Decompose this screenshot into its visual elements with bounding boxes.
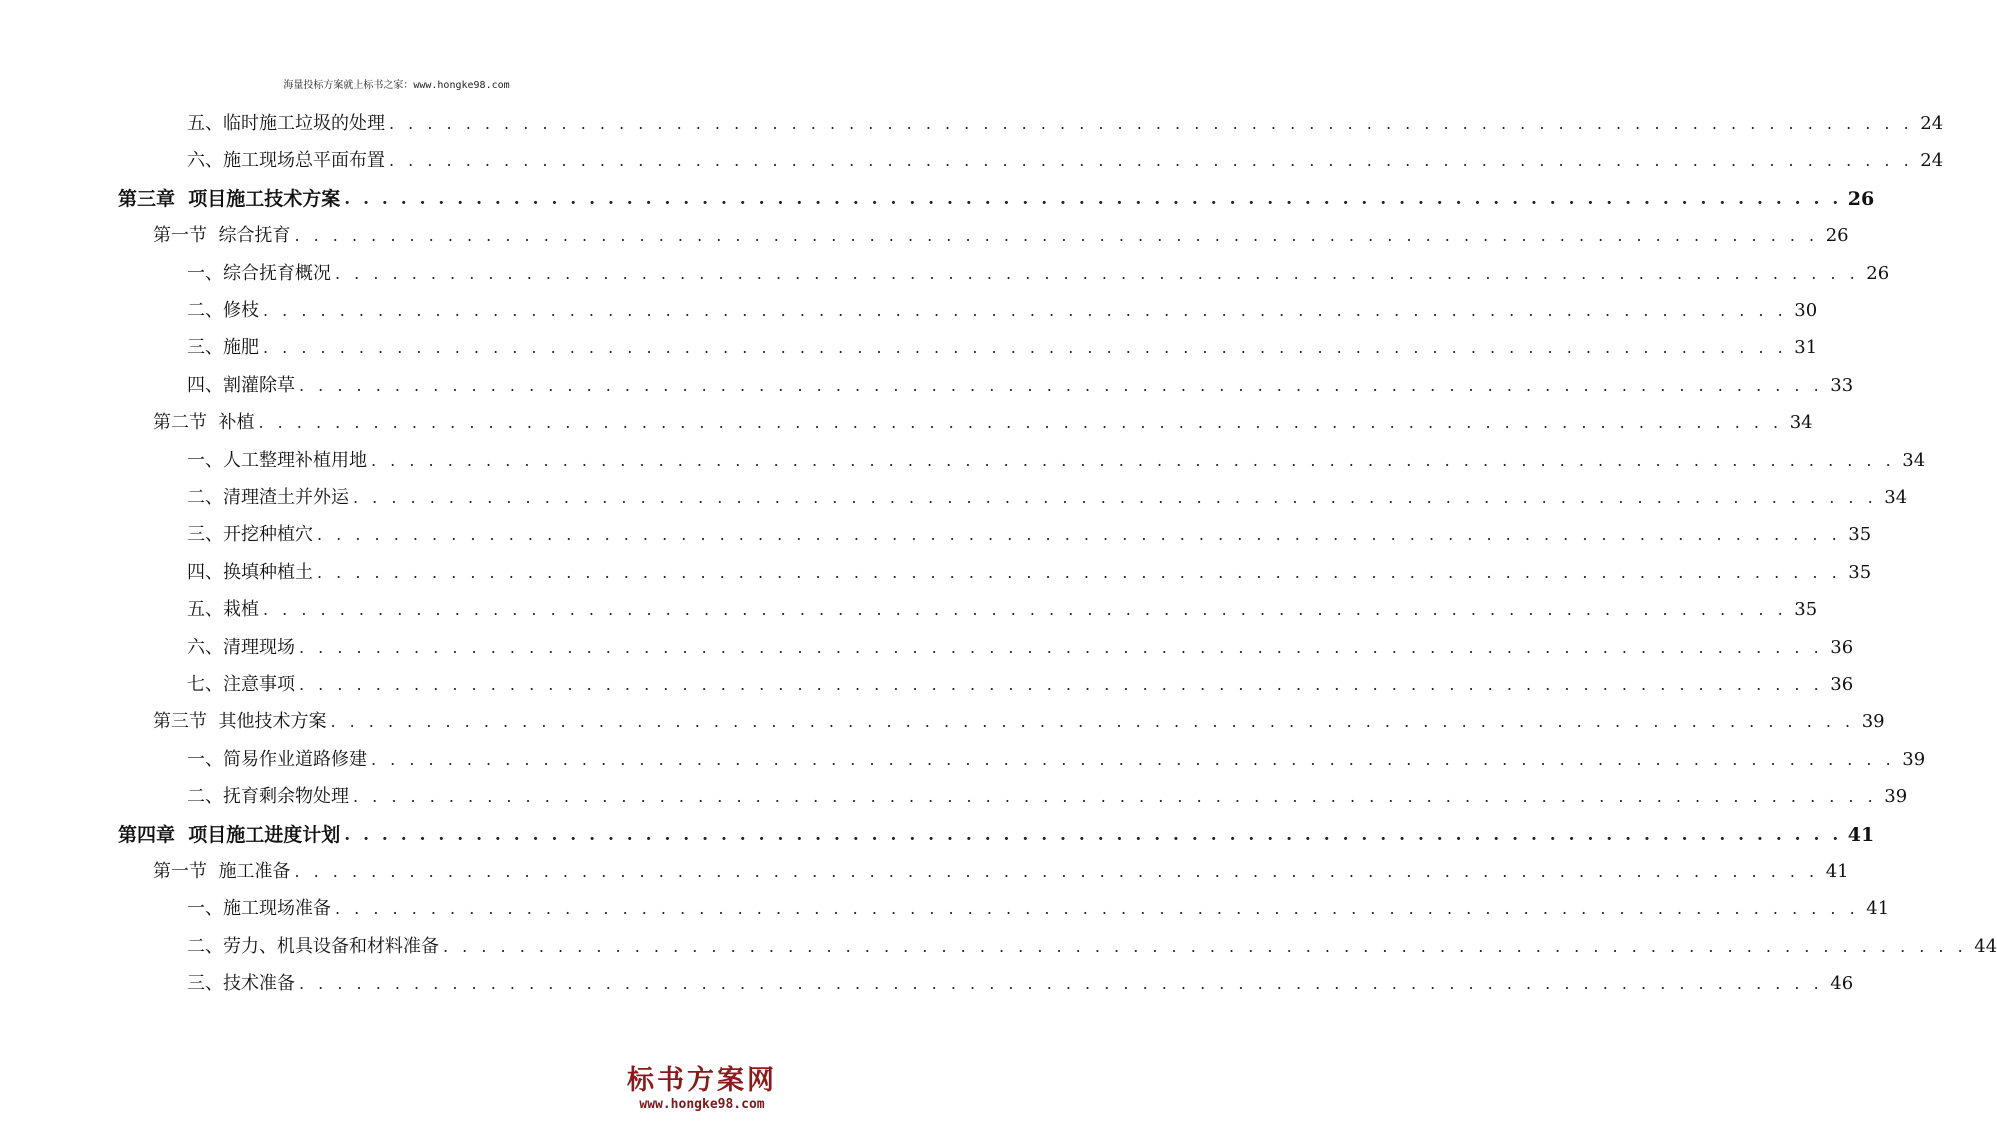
toc-entry-page: 35 [1848,524,1872,546]
toc-entry [187,889,1890,921]
toc-entry-title: 三、技术准备 [187,973,295,995]
toc-entry-title: 第一节 综合抚育 [153,225,291,247]
page-header: 海量投标方案就上标书之家：www.hongke98.com [283,80,510,91]
toc-entry [153,852,1849,884]
toc-dot-leader: . . . . . . . . . . . . . . . . . . . . . . . . . . . . . . . . . . . . . . . . . . . . . . . . . . . . . . . . . . . . . . . . . . . . . . . . . . . . . . . . [389,114,1914,133]
toc-entry [187,590,1818,622]
toc-entry-title: 二、清理渣土并外运 [187,487,349,508]
toc-dot-leader: . . . . . . . . . . . . . . . . . . . . . . . . . . . . . . . . . . . . . . . . . . . . . . . . . . . . . . . . . . . . . . . . . . . . . . . . . . . . . . . . [344,824,1842,845]
toc-dot-leader: . . . . . . . . . . . . . . . . . . . . . . . . . . . . . . . . . . . . . . . . . . . . . . . . . . . . . . . . . . . . . . . . . . . . . . . . . . . . . . . . [299,637,1824,657]
toc-dot-leader: . . . . . . . . . . . . . . . . . . . . . . . . . . . . . . . . . . . . . . . . . . . . . . . . . . . . . . . . . . . . . . . . . . . . . . . . . . . . . . . . [344,188,1842,209]
toc-dot-leader: . . . . . . . . . . . . . . . . . . . . . . . . . . . . . . . . . . . . . . . . . . . . . . . . . . . . . . . . . . . . . . . . . . . . . . . . . . . . . . . . [299,974,1824,994]
toc-entry-title: 二、修枝 [187,300,259,321]
toc-entry-page: 24 [1920,150,1944,172]
toc-dot-leader: . . . . . . . . . . . . . . . . . . . . . . . . . . . . . . . . . . . . . . . . . . . . . . . . . . . . . . . . . . . . . . . . . . . . . . . . . . . . . . . . [335,263,1860,283]
toc-entry-title: 一、施工现场准备 [187,898,331,920]
toc-entry-page: 33 [1830,374,1854,396]
toc-entry-title: 四、割灌除草 [187,374,295,396]
toc-entry [187,141,1944,173]
toc-entry-page: 41 [1866,898,1890,920]
toc-entry [187,441,1926,473]
toc-entry-page: 34 [1789,412,1813,434]
toc-entry [187,665,1854,697]
toc-entry-page: 31 [1794,337,1818,359]
toc-entry [118,179,1875,211]
toc-entry [187,254,1890,286]
toc-entry [187,927,1997,959]
toc-dot-leader: . . . . . . . . . . . . . . . . . . . . . . . . . . . . . . . . . . . . . . . . . . . . . . . . . . . . . . . . . . . . . . . . . . . . . . . . . . . . . . . . [263,338,1788,358]
toc-entry-page: 36 [1830,636,1854,658]
toc-entry-page: 26 [1866,262,1890,284]
toc-dot-leader: . . . . . . . . . . . . . . . . . . . . . . . . . . . . . . . . . . . . . . . . . . . . . . . . . . . . . . . . . . . . . . . . . . . . . . . . . . . . . . . . [263,600,1788,620]
toc-entry-title: 第二节 补植 [153,412,255,434]
toc-dot-leader: . . . . . . . . . . . . . . . . . . . . . . . . . . . . . . . . . . . . . . . . . . . . . . . . . . . . . . . . . . . . . . . . . . . . . . . . . . . . . . . . [335,899,1860,919]
toc-entry-title: 六、施工现场总平面布置 [187,150,385,172]
toc-entry-page: 41 [1847,823,1875,846]
toc-entry-page: 46 [1830,973,1854,995]
toc-entry [153,702,1885,734]
toc-entry-title: 二、劳力、机具设备和材料准备 [187,935,439,957]
toc-entry [187,291,1818,323]
toc-entry-page: 39 [1902,748,1926,770]
toc-entry-page: 26 [1847,187,1875,210]
toc-dot-leader: . . . . . . . . . . . . . . . . . . . . . . . . . . . . . . . . . . . . . . . . . . . . . . . . . . . . . . . . . . . . . . . . . . . . . . . . . . . . . . . . [317,562,1842,582]
watermark-brand: 标书方案网 [627,1065,777,1096]
toc-entry [187,553,1872,585]
toc-entry [118,815,1875,847]
toc-entry-title: 第一节 施工准备 [153,861,291,882]
toc-dot-leader: . . . . . . . . . . . . . . . . . . . . . . . . . . . . . . . . . . . . . . . . . . . . . . . . . . . . . . . . . . . . . . . . . . . . . . . . . . . . . . . . [294,226,1819,246]
toc-entry [153,403,1813,435]
toc-dot-leader: . . . . . . . . . . . . . . . . . . . . . . . . . . . . . . . . . . . . . . . . . . . . . . . . . . . . . . . . . . . . . . . . . . . . . . . . . . . . . . . . [353,787,1878,807]
toc-entry-page: 26 [1825,225,1849,247]
toc-dot-leader: . . . . . . . . . . . . . . . . . . . . . . . . . . . . . . . . . . . . . . . . . . . . . . . . . . . . . . . . . . . . . . . . . . . . . . . . . . . . . . . . [258,413,1783,433]
toc-entry [187,777,1908,809]
toc-dot-leader: . . . . . . . . . . . . . . . . . . . . . . . . . . . . . . . . . . . . . . . . . . . . . . . . . . . . . . . . . . . . . . . . . . . . . . . . . . . . . . . . [263,301,1788,320]
toc-entry-page: 34 [1902,449,1926,471]
toc-entry-title: 二、抚育剩余物处理 [187,786,349,808]
toc-entry-title: 四、换填种植土 [187,561,313,583]
toc-dot-leader: . . . . . . . . . . . . . . . . . . . . . . . . . . . . . . . . . . . . . . . . . . . . . . . . . . . . . . . . . . . . . . . . . . . . . . . . . . . . . . . . [371,450,1896,470]
toc-entry-page: 44 [1974,935,1997,957]
toc-entry [153,216,1849,248]
toc-dot-leader: . . . . . . . . . . . . . . . . . . . . . . . . . . . . . . . . . . . . . . . . . . . . . . . . . . . . . . . . . . . . . . . . . . . . . . . . . . . . . . . . [317,525,1842,545]
toc-entry [187,628,1854,660]
toc-entry-title: 一、综合抚育概况 [187,262,331,284]
toc-entry-page: 35 [1794,599,1818,621]
watermark-url: www.hongke98.com [639,1097,765,1112]
toc-entry [187,515,1872,547]
toc-entry-page: 41 [1825,861,1849,882]
toc-entry [187,740,1926,772]
toc-entry-page: 36 [1830,674,1854,695]
toc-entry [187,104,1944,136]
toc-entry-title: 一、人工整理补植用地 [187,449,367,471]
toc-dot-leader: . . . . . . . . . . . . . . . . . . . . . . . . . . . . . . . . . . . . . . . . . . . . . . . . . . . . . . . . . . . . . . . . . . . . . . . . . . . . . . . . [389,151,1914,171]
toc-entry-title: 第四章 项目施工进度计划 [118,823,341,846]
toc-entry-title: 五、栽植 [187,599,259,621]
toc-entry-title: 六、清理现场 [187,636,295,658]
toc-entry [187,328,1818,360]
toc-entry-title: 五、临时施工垃圾的处理 [187,113,385,134]
toc-entry-title: 一、简易作业道路修建 [187,748,367,770]
toc-entry-title: 三、开挖种植穴 [187,524,313,546]
toc-entry-page: 30 [1794,300,1818,321]
toc-entry-page: 35 [1848,561,1872,583]
toc-entry-title: 第三章 项目施工技术方案 [118,187,341,210]
toc-entry-page: 24 [1920,113,1944,134]
toc-entry-page: 39 [1861,711,1885,733]
toc-entry-page: 34 [1884,487,1908,508]
toc-dot-leader: . . . . . . . . . . . . . . . . . . . . . . . . . . . . . . . . . . . . . . . . . . . . . . . . . . . . . . . . . . . . . . . . . . . . . . . . . . . . . . . . [294,862,1819,881]
toc-dot-leader: . . . . . . . . . . . . . . . . . . . . . . . . . . . . . . . . . . . . . . . . . . . . . . . . . . . . . . . . . . . . . . . . . . . . . . . . . . . . . . . . [330,712,1855,732]
toc-entry [187,366,1854,398]
toc-entry [187,964,1854,996]
toc-dot-leader: . . . . . . . . . . . . . . . . . . . . . . . . . . . . . . . . . . . . . . . . . . . . . . . . . . . . . . . . . . . . . . . . . . . . . . . . . . . . . . . . [443,936,1968,956]
toc-dot-leader: . . . . . . . . . . . . . . . . . . . . . . . . . . . . . . . . . . . . . . . . . . . . . . . . . . . . . . . . . . . . . . . . . . . . . . . . . . . . . . . . [299,675,1824,694]
toc-dot-leader: . . . . . . . . . . . . . . . . . . . . . . . . . . . . . . . . . . . . . . . . . . . . . . . . . . . . . . . . . . . . . . . . . . . . . . . . . . . . . . . . [353,488,1878,507]
toc-entry-title: 三、施肥 [187,337,259,359]
watermark-logo [627,1058,777,1112]
toc-entry-title: 七、注意事项 [187,674,295,695]
toc-entry [187,478,1908,510]
toc-entry-title: 第三节 其他技术方案 [153,711,327,733]
toc-dot-leader: . . . . . . . . . . . . . . . . . . . . . . . . . . . . . . . . . . . . . . . . . . . . . . . . . . . . . . . . . . . . . . . . . . . . . . . . . . . . . . . . [299,375,1824,395]
toc-dot-leader: . . . . . . . . . . . . . . . . . . . . . . . . . . . . . . . . . . . . . . . . . . . . . . . . . . . . . . . . . . . . . . . . . . . . . . . . . . . . . . . . [371,749,1896,769]
toc-entry-page: 39 [1884,786,1908,808]
